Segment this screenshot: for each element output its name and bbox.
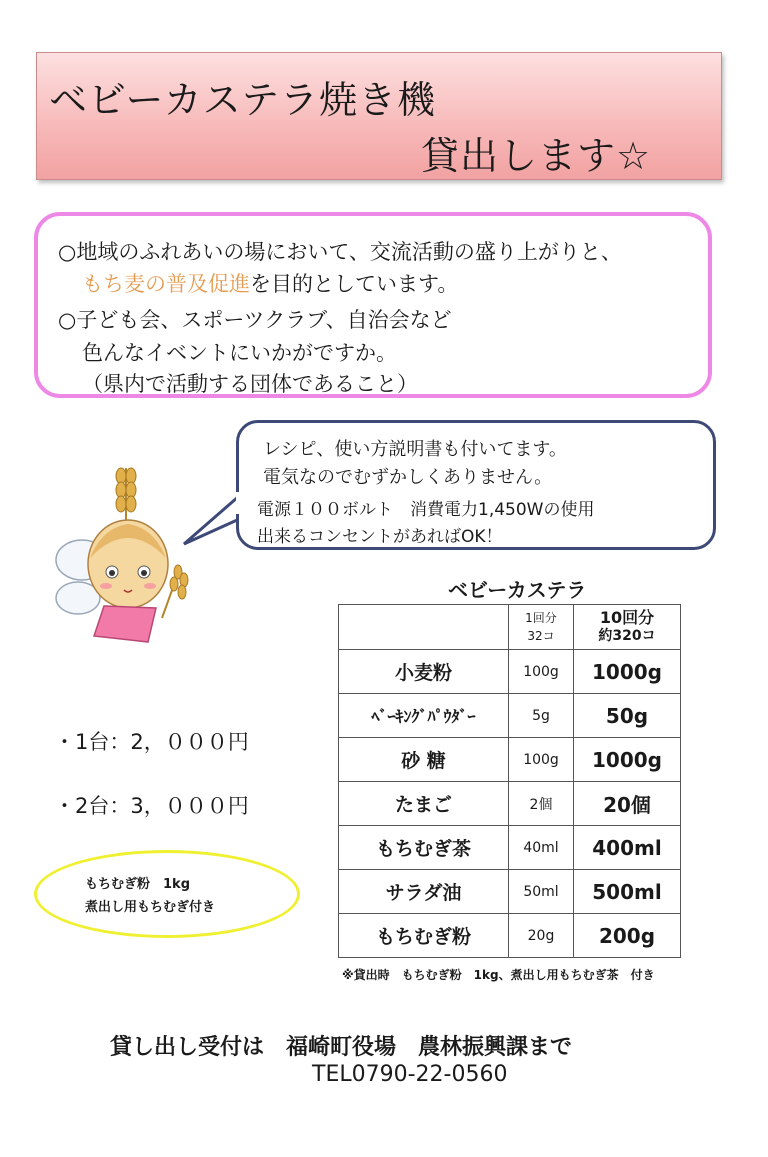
amount-one: 5g	[509, 694, 574, 738]
amount-ten: 500ml	[574, 870, 681, 914]
purpose-line5: （県内で活動する団体であること）	[82, 372, 418, 396]
amount-ten: 20個	[574, 782, 681, 826]
purpose-line2-rest: を目的としています。	[250, 272, 459, 296]
title-line1: ベビーカステラ焼き機	[49, 78, 436, 122]
table-header-row	[339, 605, 681, 650]
amount-ten: 400ml	[574, 826, 681, 870]
ingredient-name: たまご	[339, 782, 509, 826]
extras-line1: もちむぎ粉 1kg	[85, 877, 190, 892]
header-blank-cell	[339, 605, 509, 650]
bubble-tail-cover	[186, 470, 246, 550]
ingredient-name: もちむぎ茶	[339, 826, 509, 870]
title-banner	[36, 52, 722, 180]
contact-line1: 貸し出し受付は 福崎町役場 農林振興課まで	[110, 1035, 573, 1060]
amount-one: 100g	[509, 738, 574, 782]
ingredient-name: 砂 糖	[339, 738, 509, 782]
table-row	[339, 738, 681, 782]
header-one-batch	[509, 605, 574, 650]
purpose-line3: ○子ども会、スポーツクラブ、自治会など	[58, 308, 452, 332]
recipe-table	[338, 604, 681, 958]
amount-one: 2個	[509, 782, 574, 826]
table-row	[339, 694, 681, 738]
table-row	[339, 870, 681, 914]
amount-one: 50ml	[509, 870, 574, 914]
header-ten-batch	[574, 605, 681, 650]
extras-line2: 煮出し用もちむぎ付き	[85, 900, 216, 915]
purpose-line2	[82, 268, 458, 298]
ingredient-name: 小麦粉	[339, 650, 509, 694]
table-row	[339, 782, 681, 826]
amount-one: 40ml	[509, 826, 574, 870]
wheat-fairy-mascot-icon	[44, 448, 194, 648]
amount-ten: 1000g	[574, 650, 681, 694]
purpose-line4: 色んなイベントにいかがですか。	[82, 341, 397, 365]
bubble-line4: 出来るコンセントがあればOK！	[257, 527, 503, 547]
extras-ellipse	[34, 850, 300, 938]
table-row	[339, 914, 681, 958]
header-ten-batch-label: 10回分	[599, 608, 655, 627]
header-ten-batch-count: 約320コ	[598, 628, 656, 644]
recipe-note: ※貸出時 もちむぎ粉 1kg、煮出し用もちむぎ茶 付き	[342, 968, 655, 982]
header-one-batch-label: 1回分	[525, 611, 557, 625]
amount-ten: 200g	[574, 914, 681, 958]
ingredient-name: もちむぎ粉	[339, 914, 509, 958]
header-one-batch-count: 32コ	[527, 629, 555, 643]
amount-one: 100g	[509, 650, 574, 694]
amount-ten: 1000g	[574, 738, 681, 782]
bubble-line3: 電源１００ボルト 消費電力1,450Wの使用	[257, 500, 595, 520]
purpose-line1: ○地域のふれあいの場において、交流活動の盛り上がりと、	[58, 240, 622, 264]
ingredient-name: サラダ油	[339, 870, 509, 914]
title-line2: 貸出します☆	[421, 134, 652, 178]
table-row	[339, 826, 681, 870]
price-two-units: ・2台：3，０００円	[54, 794, 249, 818]
amount-ten: 50g	[574, 694, 681, 738]
contact-phone: TEL0790-22-0560	[312, 1062, 508, 1087]
recipe-title: ベビーカステラ	[448, 578, 587, 602]
purpose-box	[34, 212, 712, 398]
ingredient-name: ﾍﾞｰｷﾝｸﾞﾊﾟｳﾀﾞｰ	[339, 694, 509, 738]
amount-one: 20g	[509, 914, 574, 958]
bubble-line1: レシピ、使い方説明書も付いてます。	[263, 439, 567, 460]
speech-bubble	[236, 420, 716, 550]
bubble-line2: 電気なのでむずかしくありません。	[263, 467, 553, 488]
price-one-unit: ・1台：2，０００円	[54, 730, 249, 754]
table-row	[339, 650, 681, 694]
purpose-highlight: もち麦の普及促進	[82, 272, 250, 296]
